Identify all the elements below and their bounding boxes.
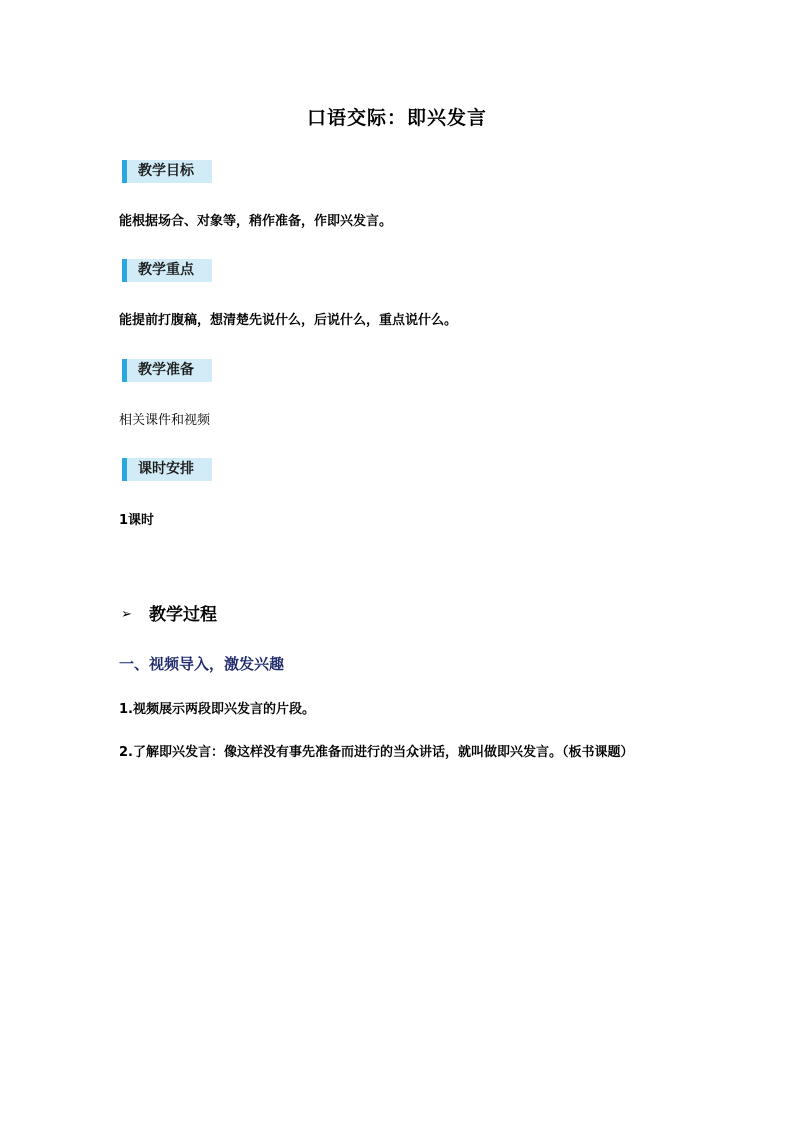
- section-content: 能根据场合、对象等，稍作准备，作即兴发言。: [119, 214, 393, 229]
- section-tag-schedule: [122, 458, 212, 481]
- section-heading: 教学重点: [138, 262, 194, 278]
- page-title: 口语交际：即兴发言: [306, 107, 487, 129]
- process-heading-label: 教学过程: [149, 605, 217, 625]
- process-item: 2.了解即兴发言：像这样没有事先准备而进行的当众讲话，就叫做即兴发言。（板书课题）: [119, 745, 634, 760]
- section-heading: 教学目标: [138, 163, 194, 179]
- section-tag-bar: [122, 458, 127, 481]
- section-tag-bar: [122, 160, 127, 183]
- process-subheading: 一、视频导入，激发兴趣: [119, 655, 285, 673]
- section-content: 1课时: [119, 513, 155, 528]
- section-content: 相关课件和视频: [119, 413, 211, 428]
- process-item: 1.视频展示两段即兴发言的片段。: [119, 702, 315, 717]
- arrow-right-icon: ➢: [121, 607, 132, 622]
- section-tag-preparation: [122, 359, 212, 382]
- section-heading: 教学准备: [138, 362, 194, 378]
- section-tag-key-points: [122, 259, 212, 282]
- section-tag-bar: [122, 359, 127, 382]
- section-tag-bar: [122, 259, 127, 282]
- section-heading: 课时安排: [138, 461, 194, 477]
- section-tag-objectives: [122, 160, 212, 183]
- section-content: 能提前打腹稿，想清楚先说什么，后说什么，重点说什么。: [119, 313, 458, 328]
